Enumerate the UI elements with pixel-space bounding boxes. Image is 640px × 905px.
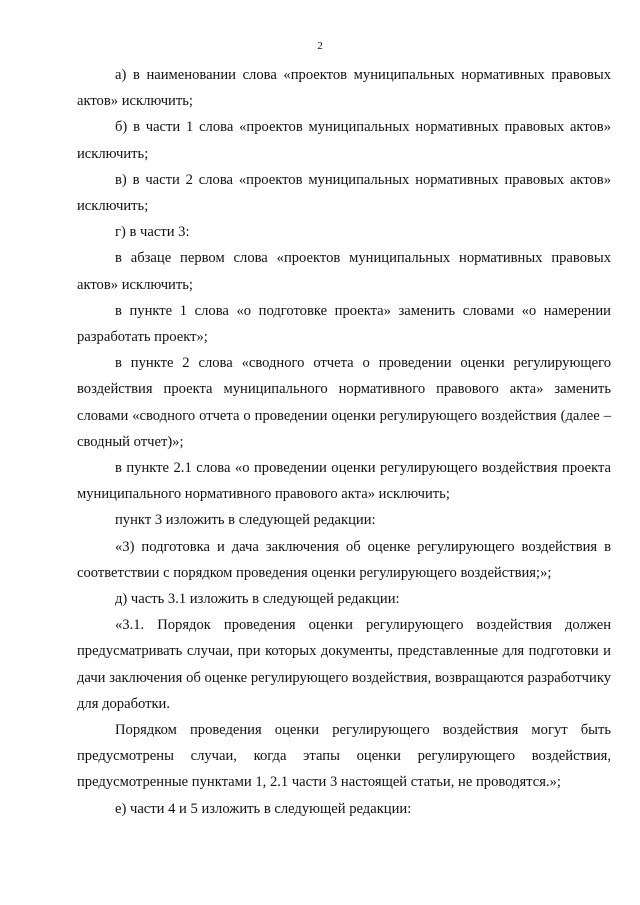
paragraph-d-text-1: «3.1. Порядок проведения оценки регулирующего воздействия должен предусматривать случаи, при которых документы, представленные для подготовки и дачи заключения об оценке регулирующего воздействия, возвращаются разработчику для доработки. — [77, 617, 611, 712]
paragraph-g: г) в части 3: — [115, 224, 190, 241]
paragraph-g-punkt-3: пункт 3 изложить в следующей редакции: — [115, 512, 376, 529]
paragraph-g-punkt-1: в пункте 1 слова «о подготовке проекта» заменить словами «о намерении разработать проект»; — [77, 302, 611, 346]
paragraph-g-punkt-3-text: «3) подготовка и дача заключения об оценке регулирующего воздействия в соответствии с порядком проведения оценки регулирующего воздействия;»; — [77, 538, 611, 581]
paragraph-d-text-2: Порядком проведения оценки регулирующего воздействия могут быть предусмотрены случаи, когда этапы оценки регулирующего воздействия, предусмотренные пунктами 1, 2.1 части 3 настоящей статьи, не проводятся.»; — [77, 722, 611, 791]
document-body — [77, 62, 611, 822]
paragraph-g-abzac: в абзаце первом слова «проектов муниципальных нормативных правовых актов» исключить; — [77, 250, 611, 293]
paragraph-a: а) в наименовании слова «проектов муниципальных нормативных правовых актов» исключить; — [77, 67, 611, 110]
paragraph-v: в) в части 2 слова «проектов муниципальных нормативных правовых актов» исключить; — [77, 171, 611, 215]
paragraph-g-punkt-2-1: в пункте 2.1 слова «о проведении оценки регулирующего воздействия проекта муниципального нормативного правового акта» исключить; — [77, 460, 611, 503]
paragraph-d: д) часть 3.1 изложить в следующей редакции: — [115, 591, 400, 608]
paragraph-e: е) части 4 и 5 изложить в следующей редакции: — [115, 800, 412, 817]
page-number: 2 — [317, 40, 323, 52]
paragraph-g-punkt-2: в пункте 2 слова «сводного отчета о проведении оценки регулирующего воздействия проекта муниципального нормативного правового акта» заменить словами «сводного отчета о проведении оценки регулирующего воздействия (далее – сводный отчет)»; — [77, 355, 611, 450]
paragraph-b: б) в части 1 слова «проектов муниципальных нормативных правовых актов» исключить; — [77, 119, 611, 162]
